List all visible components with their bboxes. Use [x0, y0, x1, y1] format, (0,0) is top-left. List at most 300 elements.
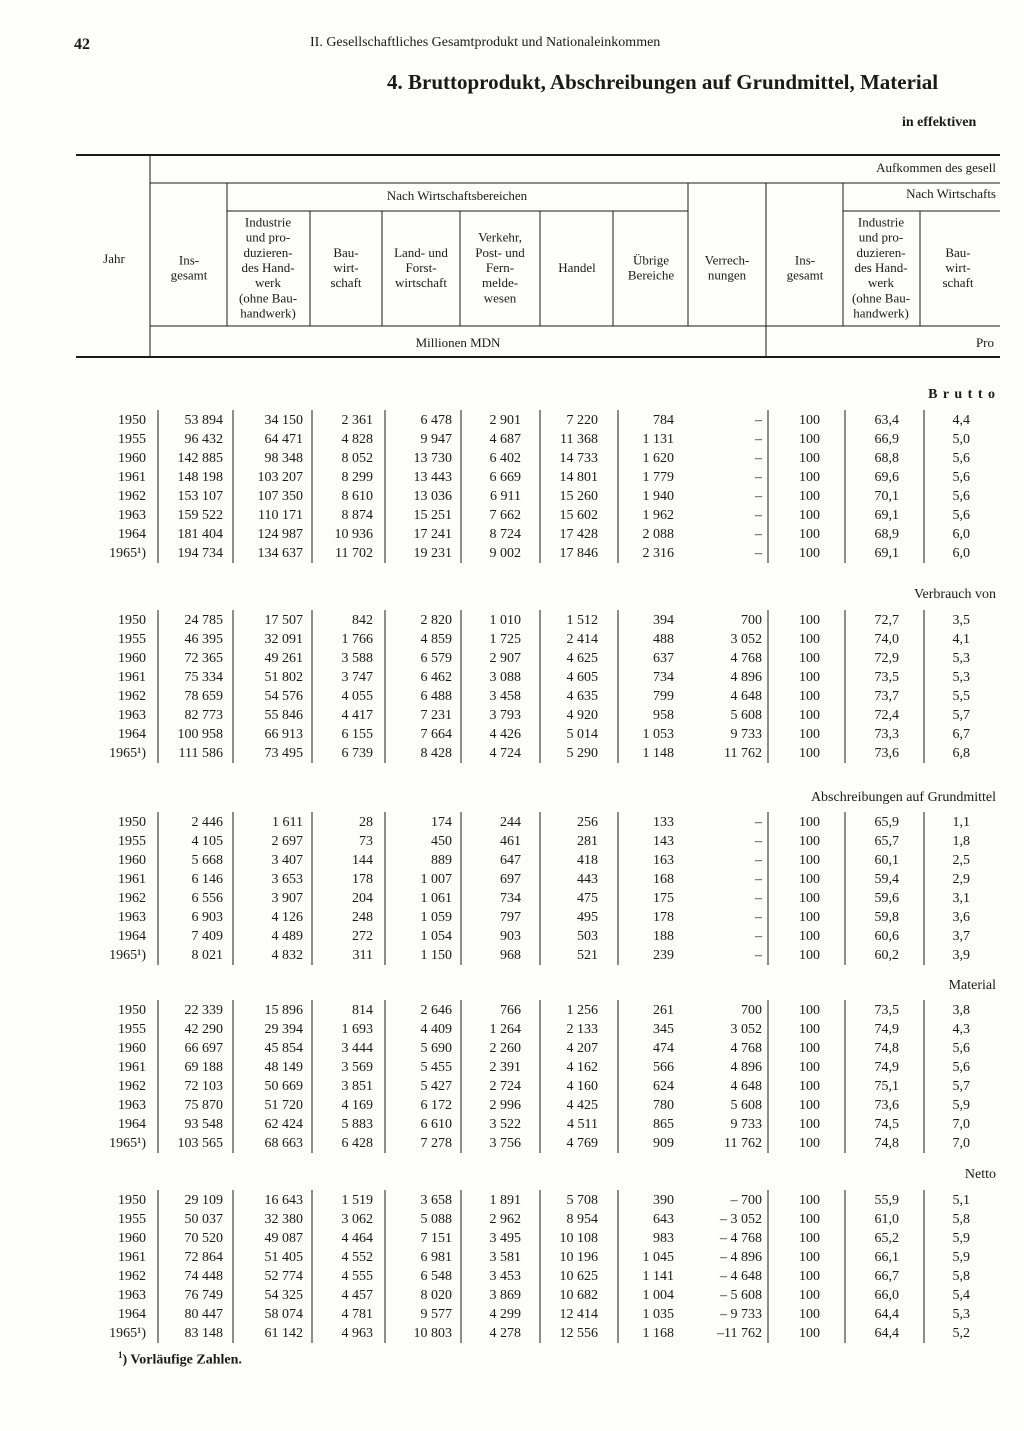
row-year: 1950 — [118, 1193, 146, 1208]
column-header-industrie: und pro- — [245, 229, 291, 245]
cell-industrie-prozent: 60,2 — [874, 948, 899, 963]
cell-verrechnungen: – 9 733 — [720, 1307, 762, 1322]
cell-verkehr: 6 402 — [489, 451, 521, 466]
cell-bauwirtschaft-prozent: 6,8 — [952, 746, 970, 761]
cell-land-forstwirtschaft: 8 020 — [420, 1288, 452, 1303]
cell-uebrige-bereiche: 865 — [653, 1117, 674, 1132]
cell-uebrige-bereiche: 1 620 — [642, 451, 674, 466]
cell-land-forstwirtschaft: 2 820 — [420, 613, 452, 628]
cell-verkehr: 1 010 — [489, 613, 521, 628]
cell-bauwirtschaft: 4 963 — [341, 1326, 373, 1341]
cell-industrie-prozent: 66,7 — [874, 1269, 899, 1284]
cell-verrechnungen: – — [755, 546, 762, 561]
cell-verkehr: 3 756 — [489, 1136, 521, 1151]
cell-land-forstwirtschaft: 9 577 — [420, 1307, 452, 1322]
cell-bauwirtschaft: 3 444 — [341, 1041, 373, 1056]
column-header-industrie-prozent: des Hand- — [854, 260, 908, 275]
cell-land-forstwirtschaft: 7 278 — [420, 1136, 452, 1151]
cell-handel: 12 414 — [559, 1307, 598, 1322]
header-nach-wirtschaftsbereichen: Nach Wirtschaftsbereichen — [386, 188, 528, 203]
cell-insgesamt: 181 404 — [177, 527, 223, 542]
row-year: 1960 — [118, 1231, 146, 1246]
row-year: 1950 — [118, 413, 146, 428]
cell-insgesamt: 72 864 — [184, 1250, 223, 1265]
cell-verrechnungen: – — [755, 834, 762, 849]
cell-bauwirtschaft-prozent: 5,6 — [952, 1041, 970, 1056]
cell-verrechnungen: – 4 896 — [720, 1250, 762, 1265]
column-header-industrie: duzieren- — [243, 244, 293, 260]
cell-insgesamt: 7 409 — [191, 929, 223, 944]
row-year: 1965¹) — [109, 948, 146, 963]
cell-industrie-prozent: 73,7 — [874, 689, 899, 704]
cell-bauwirtschaft-prozent: 6,0 — [952, 546, 970, 561]
cell-uebrige-bereiche: 390 — [653, 1193, 674, 1208]
cell-bauwirtschaft-prozent: 3,5 — [952, 613, 970, 628]
cell-handel: 4 207 — [566, 1041, 598, 1056]
cell-bauwirtschaft-prozent: 4,3 — [952, 1022, 970, 1037]
cell-industrie: 103 207 — [257, 470, 303, 485]
cell-industrie: 52 774 — [264, 1269, 303, 1284]
cell-uebrige-bereiche: 394 — [653, 613, 674, 628]
cell-handel: 4 605 — [566, 670, 598, 685]
cell-uebrige-bereiche: 168 — [653, 872, 674, 887]
table-subtitle: in effektiven — [902, 115, 977, 130]
cell-verkehr: 6 911 — [490, 489, 521, 504]
cell-land-forstwirtschaft: 19 231 — [413, 546, 452, 561]
cell-verkehr: 697 — [500, 872, 521, 887]
row-year: 1961 — [118, 470, 146, 485]
column-header-industrie: werk — [255, 275, 281, 291]
cell-insgesamt-prozent: 100 — [799, 1288, 820, 1303]
cell-bauwirtschaft: 1 519 — [341, 1193, 373, 1208]
cell-industrie: 73 495 — [264, 746, 303, 761]
cell-industrie: 98 348 — [264, 451, 303, 466]
row-year: 1962 — [118, 489, 146, 504]
cell-verkehr: 3 581 — [489, 1250, 521, 1265]
cell-bauwirtschaft-prozent: 5,4 — [952, 1288, 970, 1303]
cell-insgesamt-prozent: 100 — [799, 815, 820, 830]
cell-industrie-prozent: 59,6 — [874, 891, 899, 906]
cell-handel: 7 220 — [566, 413, 598, 428]
cell-insgesamt: 72 103 — [184, 1079, 223, 1094]
cell-uebrige-bereiche: 188 — [653, 929, 674, 944]
cell-industrie-prozent: 72,9 — [874, 651, 899, 666]
cell-insgesamt-prozent: 100 — [799, 708, 820, 723]
cell-insgesamt: 5 668 — [191, 853, 223, 868]
cell-insgesamt-prozent: 100 — [799, 1250, 820, 1265]
cell-land-forstwirtschaft: 1 150 — [420, 948, 452, 963]
cell-handel: 256 — [577, 815, 598, 830]
cell-bauwirtschaft-prozent: 1,8 — [952, 834, 970, 849]
cell-industrie-prozent: 72,7 — [874, 613, 899, 628]
cell-land-forstwirtschaft: 6 478 — [420, 413, 452, 428]
cell-insgesamt-prozent: 100 — [799, 1193, 820, 1208]
cell-handel: 281 — [577, 834, 598, 849]
cell-industrie: 48 149 — [264, 1060, 303, 1075]
cell-verkehr: 4 687 — [489, 432, 521, 447]
row-year: 1955 — [118, 1022, 146, 1037]
cell-bauwirtschaft: 3 747 — [341, 670, 373, 685]
cell-insgesamt-prozent: 100 — [799, 929, 820, 944]
cell-bauwirtschaft: 4 417 — [341, 708, 373, 723]
cell-insgesamt-prozent: 100 — [799, 1231, 820, 1246]
cell-handel: 443 — [577, 872, 598, 887]
column-header-industrie: des Hand- — [241, 260, 295, 275]
cell-insgesamt: 8 021 — [191, 948, 223, 963]
cell-uebrige-bereiche: 1 053 — [642, 727, 674, 742]
cell-land-forstwirtschaft: 4 409 — [420, 1022, 452, 1037]
cell-handel: 4 162 — [566, 1060, 598, 1075]
cell-insgesamt-prozent: 100 — [799, 1326, 820, 1341]
cell-insgesamt: 153 107 — [177, 489, 223, 504]
cell-industrie-prozent: 65,9 — [874, 815, 899, 830]
cell-handel: 10 108 — [559, 1231, 598, 1246]
cell-verkehr: 734 — [500, 891, 521, 906]
cell-insgesamt-prozent: 100 — [799, 1041, 820, 1056]
cell-verkehr: 2 724 — [489, 1079, 521, 1094]
cell-bauwirtschaft: 4 555 — [341, 1269, 373, 1284]
cell-uebrige-bereiche: 734 — [653, 670, 674, 685]
cell-insgesamt: 24 785 — [184, 613, 223, 628]
cell-insgesamt: 66 697 — [184, 1041, 223, 1056]
cell-bauwirtschaft: 2 361 — [341, 413, 373, 428]
cell-verrechnungen: – — [755, 451, 762, 466]
column-header-bauwirtschaft-prozent: schaft — [942, 275, 974, 291]
cell-verrechnungen: 9 733 — [730, 1117, 762, 1132]
column-header-industrie-prozent: (ohne Bau- — [851, 290, 911, 306]
section-label: Verbrauch von — [913, 587, 996, 602]
cell-insgesamt-prozent: 100 — [799, 727, 820, 742]
cell-bauwirtschaft-prozent: 5,3 — [952, 670, 970, 685]
cell-uebrige-bereiche: 163 — [653, 853, 674, 868]
cell-insgesamt-prozent: 100 — [799, 1060, 820, 1075]
cell-verkehr: 3 088 — [489, 670, 521, 685]
cell-uebrige-bereiche: 2 088 — [642, 527, 674, 542]
cell-bauwirtschaft: 4 169 — [341, 1098, 373, 1113]
row-year: 1955 — [118, 1212, 146, 1227]
cell-handel: 11 368 — [560, 432, 598, 447]
cell-handel: 5 014 — [566, 727, 598, 742]
cell-uebrige-bereiche: 261 — [653, 1003, 674, 1018]
cell-industrie-prozent: 73,3 — [874, 727, 899, 742]
cell-uebrige-bereiche: 1 035 — [642, 1307, 674, 1322]
cell-verkehr: 797 — [500, 910, 521, 925]
cell-bauwirtschaft-prozent: 4,4 — [952, 413, 970, 428]
column-header-verrechnungen: Verrech- — [704, 252, 750, 268]
footnote — [118, 1350, 242, 1369]
row-year: 1962 — [118, 1079, 146, 1094]
cell-industrie: 49 261 — [264, 651, 303, 666]
cell-handel: 503 — [577, 929, 598, 944]
cell-industrie: 64 471 — [264, 432, 303, 447]
cell-land-forstwirtschaft: 450 — [431, 834, 452, 849]
cell-verrechnungen: – — [755, 910, 762, 925]
cell-land-forstwirtschaft: 8 428 — [420, 746, 452, 761]
cell-land-forstwirtschaft: 2 646 — [420, 1003, 452, 1018]
cell-insgesamt-prozent: 100 — [799, 891, 820, 906]
cell-verrechnungen: 4 896 — [730, 670, 762, 685]
cell-verrechnungen: – 5 608 — [720, 1288, 762, 1303]
row-year: 1955 — [118, 632, 146, 647]
cell-uebrige-bereiche: 780 — [653, 1098, 674, 1113]
column-header-industrie-prozent: handwerk) — [853, 305, 909, 321]
cell-insgesamt: 82 773 — [184, 708, 223, 723]
cell-land-forstwirtschaft: 5 088 — [420, 1212, 452, 1227]
cell-bauwirtschaft-prozent: 3,1 — [952, 891, 970, 906]
cell-industrie: 4 832 — [271, 948, 303, 963]
cell-industrie: 124 987 — [257, 527, 303, 542]
cell-bauwirtschaft: 28 — [359, 815, 373, 830]
cell-verrechnungen: – — [755, 527, 762, 542]
cell-insgesamt-prozent: 100 — [799, 1117, 820, 1132]
cell-land-forstwirtschaft: 17 241 — [413, 527, 452, 542]
cell-bauwirtschaft: 144 — [352, 853, 373, 868]
row-year: 1965¹) — [109, 1326, 146, 1341]
cell-bauwirtschaft: 814 — [352, 1003, 373, 1018]
cell-verrechnungen: – — [755, 948, 762, 963]
cell-bauwirtschaft-prozent: 1,1 — [952, 815, 970, 830]
column-header-verkehr: wesen — [483, 290, 517, 306]
cell-industrie: 51 720 — [264, 1098, 303, 1113]
cell-verkehr: 3 458 — [489, 689, 521, 704]
row-year: 1955 — [118, 432, 146, 447]
cell-industrie-prozent: 73,5 — [874, 1003, 899, 1018]
cell-verkehr: 903 — [500, 929, 521, 944]
cell-insgesamt-prozent: 100 — [799, 508, 820, 523]
cell-bauwirtschaft-prozent: 5,3 — [952, 1307, 970, 1322]
row-year: 1960 — [118, 853, 146, 868]
column-header-insgesamt: Ins- — [178, 252, 200, 268]
row-year: 1960 — [118, 1041, 146, 1056]
cell-bauwirtschaft: 272 — [352, 929, 373, 944]
cell-verkehr: 4 299 — [489, 1307, 521, 1322]
cell-insgesamt: 53 894 — [184, 413, 223, 428]
section-label: Abschreibungen auf Grundmittel — [810, 790, 996, 805]
column-header-jahr: Jahr — [103, 251, 125, 266]
cell-uebrige-bereiche: 784 — [653, 413, 674, 428]
cell-industrie: 3 653 — [271, 872, 303, 887]
cell-industrie: 3 907 — [271, 891, 303, 906]
cell-bauwirtschaft-prozent: 7,0 — [952, 1136, 970, 1151]
cell-insgesamt-prozent: 100 — [799, 834, 820, 849]
column-header-insgesamt: gesamt — [170, 267, 208, 283]
cell-insgesamt-prozent: 100 — [799, 1022, 820, 1037]
row-year: 1963 — [118, 910, 146, 925]
cell-handel: 4 769 — [566, 1136, 598, 1151]
cell-verrechnungen: 3 052 — [730, 1022, 762, 1037]
cell-uebrige-bereiche: 239 — [653, 948, 674, 963]
row-year: 1962 — [118, 891, 146, 906]
cell-bauwirtschaft-prozent: 5,7 — [952, 708, 970, 723]
cell-bauwirtschaft-prozent: 5,8 — [952, 1212, 970, 1227]
cell-industrie: 55 846 — [264, 708, 303, 723]
cell-industrie-prozent: 74,8 — [874, 1136, 899, 1151]
cell-insgesamt-prozent: 100 — [799, 546, 820, 561]
cell-industrie-prozent: 73,5 — [874, 670, 899, 685]
cell-industrie-prozent: 69,6 — [874, 470, 899, 485]
cell-insgesamt: 4 105 — [191, 834, 223, 849]
cell-bauwirtschaft-prozent: 5,5 — [952, 689, 970, 704]
cell-industrie: 34 150 — [264, 413, 303, 428]
running-head: II. Gesellschaftliches Gesamtprodukt und Nationaleinkommen — [310, 35, 661, 50]
column-header-bauwirtschaft-prozent: Bau- — [945, 244, 971, 260]
cell-handel: 4 425 — [566, 1098, 598, 1113]
cell-handel: 10 625 — [559, 1269, 598, 1284]
row-year: 1962 — [118, 689, 146, 704]
column-header-verrechnungen: nungen — [707, 267, 747, 283]
cell-verrechnungen: – — [755, 891, 762, 906]
cell-insgesamt-prozent: 100 — [799, 1003, 820, 1018]
cell-verkehr: 1 264 — [489, 1022, 521, 1037]
cell-industrie-prozent: 59,8 — [874, 910, 899, 925]
cell-bauwirtschaft: 8 610 — [341, 489, 373, 504]
row-year: 1963 — [118, 1098, 146, 1113]
cell-bauwirtschaft: 8 299 — [341, 470, 373, 485]
cell-bauwirtschaft: 248 — [352, 910, 373, 925]
cell-industrie: 17 507 — [264, 613, 303, 628]
cell-verkehr: 8 724 — [489, 527, 521, 542]
cell-uebrige-bereiche: 1 168 — [642, 1326, 674, 1341]
cell-industrie-prozent: 66,9 — [874, 432, 899, 447]
cell-uebrige-bereiche: 133 — [653, 815, 674, 830]
cell-industrie-prozent: 65,2 — [874, 1231, 899, 1246]
table-title: 4. Bruttoprodukt, Abschreibungen auf Grundmittel, Material — [387, 70, 939, 94]
cell-verrechnungen: – — [755, 432, 762, 447]
cell-uebrige-bereiche: 488 — [653, 632, 674, 647]
cell-insgesamt-prozent: 100 — [799, 432, 820, 447]
cell-verrechnungen: 4 896 — [730, 1060, 762, 1075]
header-nach-wirtschafts: Nach Wirtschafts — [906, 186, 996, 201]
cell-bauwirtschaft-prozent: 6,7 — [952, 727, 970, 742]
column-header-bauwirtschaft-prozent: wirt- — [945, 260, 971, 275]
cell-verrechnungen: –11 762 — [717, 1326, 762, 1341]
cell-handel: 4 160 — [566, 1079, 598, 1094]
cell-land-forstwirtschaft: 5 690 — [420, 1041, 452, 1056]
cell-bauwirtschaft-prozent: 6,0 — [952, 527, 970, 542]
cell-uebrige-bereiche: 983 — [653, 1231, 674, 1246]
cell-insgesamt-prozent: 100 — [799, 1269, 820, 1284]
section-label: Netto — [964, 1167, 996, 1182]
cell-handel: 4 511 — [567, 1117, 598, 1132]
cell-industrie: 2 697 — [271, 834, 303, 849]
column-header-industrie-prozent: und pro- — [858, 229, 904, 245]
cell-insgesamt: 46 395 — [184, 632, 223, 647]
cell-insgesamt: 80 447 — [184, 1307, 223, 1322]
cell-land-forstwirtschaft: 174 — [431, 815, 452, 830]
cell-land-forstwirtschaft: 13 730 — [413, 451, 452, 466]
column-header-industrie-prozent: duzieren- — [856, 244, 906, 260]
cell-land-forstwirtschaft: 6 579 — [420, 651, 452, 666]
cell-handel: 14 733 — [559, 451, 598, 466]
cell-uebrige-bereiche: 1 148 — [642, 746, 674, 761]
cell-handel: 4 635 — [566, 689, 598, 704]
cell-industrie: 1 611 — [272, 815, 303, 830]
row-year: 1961 — [118, 1060, 146, 1075]
cell-bauwirtschaft: 1 693 — [341, 1022, 373, 1037]
cell-insgesamt-prozent: 100 — [799, 689, 820, 704]
cell-uebrige-bereiche: 624 — [653, 1079, 674, 1094]
cell-verrechnungen: – 4 768 — [720, 1231, 762, 1246]
cell-handel: 1 512 — [566, 613, 598, 628]
row-year: 1963 — [118, 508, 146, 523]
cell-bauwirtschaft-prozent: 5,9 — [952, 1098, 970, 1113]
cell-insgesamt: 29 109 — [184, 1193, 223, 1208]
row-year: 1964 — [118, 1117, 146, 1132]
cell-verkehr: 2 391 — [489, 1060, 521, 1075]
cell-handel: 2 133 — [566, 1022, 598, 1037]
cell-handel: 12 556 — [559, 1326, 598, 1341]
cell-bauwirtschaft: 4 464 — [341, 1231, 373, 1246]
cell-insgesamt: 50 037 — [184, 1212, 223, 1227]
row-year: 1963 — [118, 1288, 146, 1303]
cell-insgesamt: 78 659 — [184, 689, 223, 704]
cell-verrechnungen: – — [755, 853, 762, 868]
cell-land-forstwirtschaft: 7 151 — [420, 1231, 452, 1246]
row-year: 1964 — [118, 727, 146, 742]
cell-bauwirtschaft: 6 155 — [341, 727, 373, 742]
cell-industrie: 51 802 — [264, 670, 303, 685]
cell-uebrige-bereiche: 1 962 — [642, 508, 674, 523]
cell-insgesamt-prozent: 100 — [799, 670, 820, 685]
column-header-industrie: (ohne Bau- — [238, 290, 298, 306]
cell-industrie-prozent: 63,4 — [874, 413, 899, 428]
column-header-industrie-prozent: werk — [868, 275, 894, 291]
cell-bauwirtschaft: 3 851 — [341, 1079, 373, 1094]
cell-bauwirtschaft-prozent: 3,6 — [952, 910, 970, 925]
cell-bauwirtschaft: 4 828 — [341, 432, 373, 447]
cell-handel: 475 — [577, 891, 598, 906]
cell-verrechnungen: 700 — [741, 613, 762, 628]
cell-insgesamt: 100 958 — [177, 727, 223, 742]
cell-handel: 10 196 — [559, 1250, 598, 1265]
column-header-verkehr: Verkehr, — [478, 229, 522, 245]
cell-industrie: 32 091 — [264, 632, 303, 647]
cell-uebrige-bereiche: 345 — [653, 1022, 674, 1037]
column-header-insgesamt-prozent: Ins- — [794, 252, 816, 268]
cell-bauwirtschaft: 4 055 — [341, 689, 373, 704]
column-header-uebrige-bereiche: Übrige — [632, 252, 670, 268]
cell-industrie: 68 663 — [264, 1136, 303, 1151]
row-year: 1961 — [118, 872, 146, 887]
cell-insgesamt-prozent: 100 — [799, 1307, 820, 1322]
row-year: 1960 — [118, 451, 146, 466]
cell-handel: 8 954 — [566, 1212, 598, 1227]
cell-industrie-prozent: 70,1 — [874, 489, 899, 504]
row-year: 1950 — [118, 1003, 146, 1018]
cell-bauwirtschaft-prozent: 2,9 — [952, 872, 970, 887]
header-aufkommen: Aufkommen des gesell — [876, 160, 996, 175]
column-header-bauwirtschaft: Bau- — [333, 244, 359, 260]
row-year: 1962 — [118, 1269, 146, 1284]
cell-industrie: 107 350 — [257, 489, 303, 504]
cell-handel: 5 708 — [566, 1193, 598, 1208]
cell-industrie: 32 380 — [264, 1212, 303, 1227]
cell-industrie-prozent: 66,0 — [874, 1288, 899, 1303]
cell-handel: 521 — [577, 948, 598, 963]
cell-insgesamt: 76 749 — [184, 1288, 223, 1303]
cell-industrie-prozent: 65,7 — [874, 834, 899, 849]
cell-bauwirtschaft: 8 874 — [341, 508, 373, 523]
cell-verkehr: 4 278 — [489, 1326, 521, 1341]
column-header-uebrige-bereiche: Bereiche — [627, 267, 675, 283]
cell-industrie-prozent: 66,1 — [874, 1250, 899, 1265]
cell-bauwirtschaft: 6 739 — [341, 746, 373, 761]
cell-land-forstwirtschaft: 15 251 — [413, 508, 452, 523]
cell-industrie: 54 325 — [264, 1288, 303, 1303]
cell-insgesamt: 142 885 — [177, 451, 223, 466]
cell-verkehr: 4 724 — [489, 746, 521, 761]
cell-land-forstwirtschaft: 889 — [431, 853, 452, 868]
